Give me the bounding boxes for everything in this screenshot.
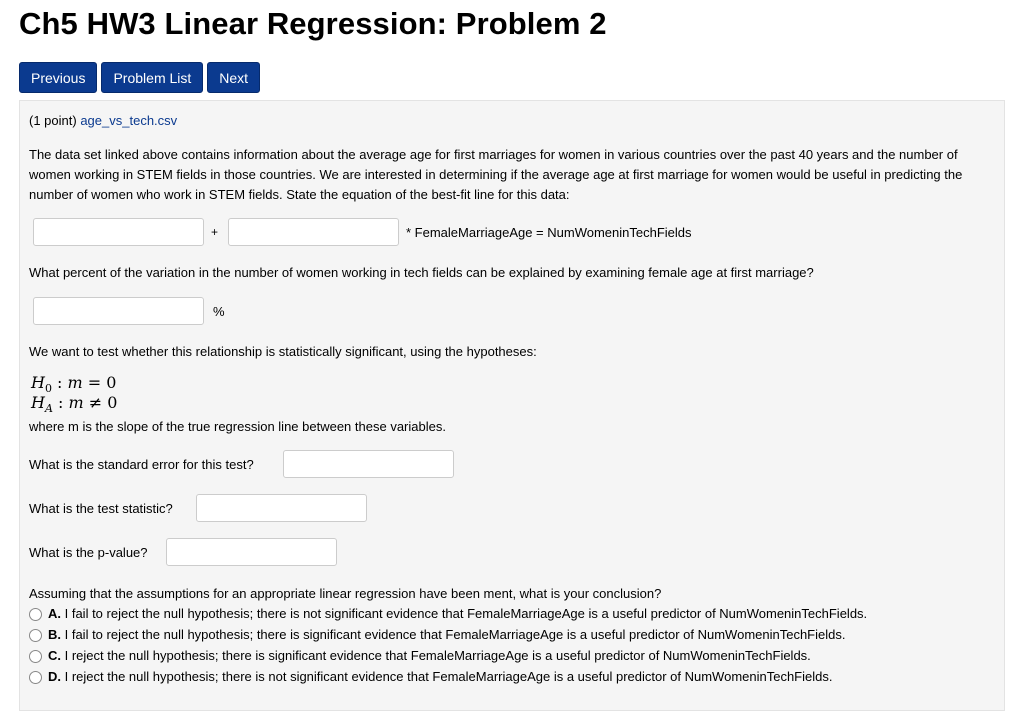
equation-tail: * FemaleMarriageAge = NumWomeninTechFields — [406, 225, 692, 240]
conclusion-question: Assuming that the assumptions for an appropriate linear regression have been ment, what is your conclusion? — [29, 586, 662, 601]
option-d-text: I reject the null hypothesis; there is not significant evidence that FemaleMarriageAge is a useful predictor of NumWomeninTechFields. — [61, 669, 833, 684]
variation-question: What percent of the variation in the number of women working in tech fields can be explained by examining female age at first marriage? — [29, 265, 814, 280]
ha-colon: : — [52, 393, 69, 412]
option-a-letter: A. — [48, 606, 61, 621]
problem-header — [29, 113, 177, 128]
dataset-link[interactable]: age_vs_tech.csv — [80, 113, 178, 128]
test-stat-question: What is the test statistic? — [29, 501, 173, 516]
h0-colon: : — [51, 373, 68, 392]
option-b-text: I fail to reject the null hypothesis; there is significant evidence that FemaleMarriageAge is a useful predictor of NumWomeninTechFields. — [61, 627, 846, 642]
null-hypothesis — [31, 373, 116, 395]
hypothesis-intro: We want to test whether this relationship is statistically significant, using the hypotheses: — [29, 344, 537, 359]
ha-subscript: A — [44, 402, 53, 416]
slope-note: where m is the slope of the true regression line between these variables. — [29, 419, 446, 434]
ha-symbol: H — [31, 393, 45, 412]
option-d-label[interactable] — [48, 669, 832, 684]
option-b-label[interactable] — [48, 627, 845, 642]
option-b-radio[interactable] — [29, 629, 42, 642]
problem-intro: The data set linked above contains information about the average age for first marriages for women in various countries over the past 40 years and the number of women working in STEM fields in those countries. We are interested in determining if the average age at first marriage for women would be useful in predicting the number of women who work in STEM fields. State the equation of the best-fit line for this data: — [29, 147, 963, 202]
test-stat-input[interactable] — [196, 494, 367, 522]
h0-subscript: 0 — [44, 382, 52, 396]
intercept-input[interactable] — [33, 218, 204, 246]
option-a-label[interactable] — [48, 606, 867, 621]
previous-button[interactable]: Previous — [19, 62, 97, 93]
problem-panel — [19, 100, 1005, 711]
h0-relation: = 0 — [82, 373, 117, 392]
points-label: (1 point) — [29, 113, 77, 128]
ha-var: m — [68, 393, 84, 412]
option-c-text: I reject the null hypothesis; there is significant evidence that FemaleMarriageAge is a useful predictor of NumWomeninTechFields. — [61, 648, 811, 663]
slope-input[interactable] — [228, 218, 399, 246]
std-error-input[interactable] — [283, 450, 454, 478]
option-b-letter: B. — [48, 627, 61, 642]
h0-symbol: H — [31, 373, 45, 392]
alt-hypothesis — [31, 393, 117, 415]
variation-input[interactable] — [33, 297, 204, 325]
option-c-radio[interactable] — [29, 650, 42, 663]
option-d-letter: D. — [48, 669, 61, 684]
percent-sign: % — [213, 304, 225, 319]
option-c-letter: C. — [48, 648, 61, 663]
problem-list-button[interactable]: Problem List — [101, 62, 203, 93]
option-a-text: I fail to reject the null hypothesis; there is not significant evidence that FemaleMarriageAge is a useful predictor of NumWomeninTechFields. — [61, 606, 868, 621]
std-error-question: What is the standard error for this test? — [29, 457, 254, 472]
option-a-radio[interactable] — [29, 608, 42, 621]
next-button[interactable]: Next — [207, 62, 260, 93]
ha-relation: ≠ 0 — [83, 393, 118, 412]
page-title: Ch5 HW3 Linear Regression: Problem 2 — [19, 6, 607, 41]
pvalue-input[interactable] — [166, 538, 337, 566]
pvalue-question: What is the p-value? — [29, 545, 148, 560]
plus-sign: + — [211, 225, 219, 239]
problem-nav — [19, 62, 260, 93]
h0-var: m — [67, 373, 83, 392]
option-d-radio[interactable] — [29, 671, 42, 684]
option-c-label[interactable] — [48, 648, 811, 663]
